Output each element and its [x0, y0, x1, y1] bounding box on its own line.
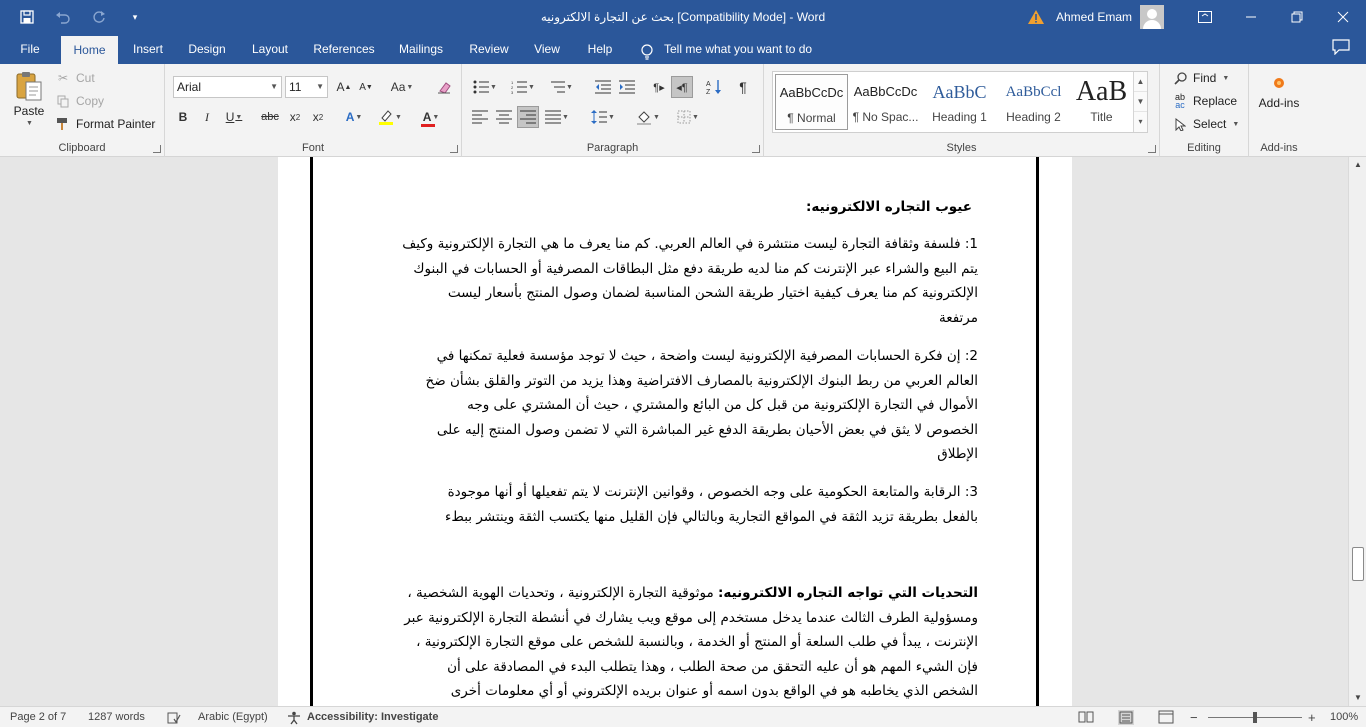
- accessibility-status[interactable]: [286, 707, 438, 727]
- svg-text:1: 1: [511, 80, 514, 85]
- bold-icon[interactable]: B: [178, 110, 188, 124]
- tab-mailings[interactable]: Mailings: [398, 42, 443, 56]
- strikethrough-icon[interactable]: abc: [261, 111, 279, 123]
- underline-icon[interactable]: U ▼: [225, 110, 243, 124]
- italic-icon[interactable]: I: [205, 109, 209, 124]
- challenges-intro: موثوقية التجارة الإلكترونية ، وتحديات الهوية الشخصية ،: [407, 585, 718, 601]
- replace-label: Replace: [1193, 94, 1238, 108]
- shrink-font-icon[interactable]: A ▼: [359, 81, 373, 93]
- styles-up-icon[interactable]: ▲: [1134, 72, 1147, 92]
- select-button[interactable]: [1172, 116, 1239, 132]
- addins-icon: [1272, 76, 1286, 90]
- paragraph-group-label: Paragraph: [586, 142, 639, 154]
- title-bar: [0, 0, 1366, 34]
- comments-icon[interactable]: [1332, 39, 1352, 57]
- font-launcher-icon[interactable]: [450, 145, 458, 153]
- zoom-out-icon[interactable]: −: [1190, 710, 1198, 725]
- user-name[interactable]: Ahmed Emam: [1055, 10, 1132, 24]
- zoom-slider-thumb[interactable]: [1253, 712, 1257, 723]
- paste-button[interactable]: [10, 70, 48, 127]
- page-count[interactable]: Page 2 of 7: [10, 711, 67, 723]
- subscript-icon[interactable]: x 2: [289, 110, 301, 124]
- editing-group-label: Editing: [1187, 142, 1221, 154]
- numbering-icon[interactable]: 1 2 3 ▼: [511, 80, 535, 94]
- paragraph-line: يتم البيع والشراء عبر الإنترنت كم منا لديه طريقة دفع مثل البطاقات المصرفية أو الحسابات في البنوك: [413, 260, 978, 277]
- multilevel-list-icon[interactable]: ▼: [566, 83, 573, 91]
- paste-dropdown-icon[interactable]: ▼: [26, 120, 33, 127]
- find-button[interactable]: [1172, 70, 1229, 86]
- font-size-value: 11: [289, 80, 302, 94]
- page-border-left: [310, 157, 313, 706]
- bullets-icon[interactable]: ▼: [470, 76, 500, 98]
- text-effects-icon[interactable]: A ▼: [345, 110, 363, 124]
- highlight-icon[interactable]: ▼: [374, 106, 406, 128]
- avatar[interactable]: [1140, 5, 1164, 29]
- scissors-icon: ✂: [57, 71, 69, 85]
- tab-help[interactable]: Help: [587, 42, 613, 56]
- tab-home[interactable]: Home: [61, 36, 118, 64]
- format-painter-button[interactable]: [55, 116, 155, 132]
- heading-disadvantages[interactable]: [372, 195, 978, 220]
- paragraph-line: فإن الشيء المهم هو أن عليه التحقق من صحة الطلب ، وهذا يتطلب البدء في المصادقة على أن: [447, 658, 978, 675]
- style-title[interactable]: [1065, 74, 1138, 130]
- style-no-spacing-name: ¶ No Spac...: [852, 110, 919, 124]
- save-icon[interactable]: [14, 4, 40, 30]
- chevron-down-icon: ▼: [316, 82, 324, 91]
- undo-icon[interactable]: [50, 4, 76, 30]
- paragraph-line: [372, 581, 978, 606]
- font-size-combo[interactable]: [285, 76, 328, 98]
- paragraph-line: الإطلاق: [937, 446, 978, 462]
- editing-group: [1160, 64, 1249, 157]
- search-icon: [1172, 70, 1188, 86]
- paragraph-line: الأموال في التجارة الإلكترونية من قبل كل من البائع والمشتري ، حيث أن المشتري على وجه: [467, 397, 978, 413]
- chevron-down-icon: ▼: [270, 82, 278, 91]
- superscript-icon[interactable]: x 2: [312, 110, 324, 124]
- paragraph-line: الإنترنت ، يبدأ في طلب السلعة أو المنتج أو الخدمة ، وبالنسبة للشخص على موقع التجارة الإلكترونية ،: [416, 634, 978, 650]
- style-heading-1-name: Heading 1: [932, 110, 987, 124]
- paragraph-line: 1: فلسفة وثقافة التجارة ليست منتشرة في العالم العربي. كم منا يعرف ما هي التجارة الإلكترونية وكيف: [402, 236, 978, 252]
- svg-text:Z: Z: [706, 89, 711, 95]
- scroll-down-icon[interactable]: ▼: [1354, 693, 1362, 702]
- select-label: Select: [1193, 117, 1227, 131]
- align-right-icon[interactable]: [517, 106, 539, 128]
- scroll-thumb[interactable]: [1352, 547, 1364, 581]
- copy-icon: [55, 93, 71, 109]
- print-layout-icon[interactable]: [1118, 710, 1134, 725]
- paste-label: Paste: [13, 104, 45, 118]
- page-border-right: [1036, 157, 1039, 706]
- style-no-spacing[interactable]: [849, 74, 922, 130]
- style-heading-1[interactable]: [923, 74, 996, 130]
- paragraph-line: الخصوص لا يثق في بعض الأحيان بطريقة الدفع غير المباشرة التي لا تضمن وصول المنتج إليه على: [436, 421, 978, 438]
- web-layout-icon[interactable]: [1158, 710, 1174, 725]
- minimize-icon[interactable]: [1228, 0, 1274, 34]
- clipboard-group: [0, 64, 165, 157]
- addins-group: [1249, 64, 1309, 157]
- lightbulb-icon: [640, 41, 654, 57]
- style-heading-1-preview: AaBbC: [932, 82, 987, 102]
- chevron-down-icon: ▼: [1222, 74, 1230, 82]
- word-count[interactable]: 1287 words: [88, 711, 145, 723]
- show-formatting-icon[interactable]: ¶: [739, 79, 747, 95]
- paragraph-line: العالم العربي من ربط البنوك الإلكترونية بالمصارف الافتراضية وهذا يزيد من التوتر والقلق بشأن ضخ: [425, 372, 978, 389]
- styles-down-icon[interactable]: ▼: [1134, 92, 1147, 112]
- ribbon-display-icon[interactable]: [1182, 0, 1228, 34]
- paragraph-4[interactable]: [372, 581, 978, 704]
- customize-qat-icon[interactable]: ▾: [132, 11, 138, 22]
- styles-scroll: [1133, 72, 1147, 132]
- find-label: Find: [1193, 71, 1217, 85]
- ltr-direction-icon[interactable]: ¶▸: [653, 81, 665, 94]
- ribbon-tabs: [0, 34, 1366, 64]
- redo-icon[interactable]: [86, 4, 112, 30]
- warning-icon[interactable]: [1026, 8, 1046, 26]
- paragraph-line: ومسؤولية الطرف الثالث عندما يدخل مستخدم إلى موقع ويب يشارك في أنشطة التجارة الإلكترونية عبر: [404, 609, 978, 626]
- tab-design[interactable]: Design: [188, 42, 226, 56]
- font-name-value: Arial: [177, 80, 202, 94]
- addins-group-label: Add-ins: [1260, 142, 1298, 154]
- align-left-icon[interactable]: [469, 106, 491, 128]
- paragraph-line: 3: الرقابة والمتابعة الحكومية على وجه الخصوص ، وقوانين الإنترنت لا يتم تفعيلها أو أنها موجودة: [447, 484, 978, 500]
- style-normal-name: ¶ Normal: [787, 111, 836, 125]
- rtl-direction-icon[interactable]: ◂¶: [671, 76, 693, 98]
- quick-access-toolbar: [0, 0, 148, 34]
- addins-button[interactable]: [1257, 76, 1301, 110]
- paragraph-line: 2: إن فكرة الحسابات المصرفية الإلكترونية ليست واضحة ، حيث لا توجد مؤسسة فعلية تمكنها في: [436, 348, 978, 364]
- style-no-spacing-preview: AaBbCcDc: [853, 84, 918, 99]
- style-normal-preview: AaBbCcDc: [779, 85, 844, 100]
- paragraph-launcher-icon[interactable]: [752, 145, 760, 153]
- close-icon[interactable]: [1320, 0, 1366, 34]
- status-bar: [0, 706, 1366, 727]
- scroll-up-icon[interactable]: ▲: [1354, 160, 1362, 169]
- document-area: [0, 157, 1348, 706]
- paste-icon: [14, 70, 44, 102]
- zoom-in-icon[interactable]: +: [1308, 710, 1316, 725]
- style-heading-2-name: Heading 2: [1006, 110, 1061, 124]
- justify-icon[interactable]: ▼: [562, 113, 569, 121]
- styles-more-icon[interactable]: ▾: [1138, 117, 1143, 126]
- style-title-preview: AaB: [1075, 76, 1128, 107]
- tell-me-search[interactable]: [640, 34, 812, 64]
- accessibility-label: Accessibility: Investigate: [307, 711, 439, 723]
- tab-insert[interactable]: Insert: [132, 42, 163, 56]
- paragraph-1[interactable]: [372, 232, 978, 330]
- paragraph-line: بالفعل بطريقة تزيد الثقة في المواقع التجارية وبالتالي فإن القليل منها يكتسب الثقة وينتشر ببطء: [445, 508, 978, 525]
- styles-group-label: Styles: [946, 142, 977, 154]
- restore-icon[interactable]: [1274, 0, 1320, 34]
- paragraph-group: [462, 64, 764, 157]
- style-title-name: Title: [1090, 110, 1113, 124]
- decrease-indent-icon[interactable]: [592, 76, 614, 98]
- language-status[interactable]: Arabic (Egypt): [198, 711, 268, 723]
- paragraph-3[interactable]: [372, 480, 978, 529]
- paragraph-line: مرتفعة: [938, 309, 978, 326]
- paintbrush-icon: [55, 116, 71, 132]
- tab-review[interactable]: Review: [469, 42, 509, 56]
- tab-layout[interactable]: Layout: [251, 42, 289, 56]
- font-group-label: Font: [301, 142, 324, 154]
- clipboard-group-label: Clipboard: [58, 142, 106, 154]
- window-title: بحث عن التجارة الالكترونيه [Compatibility Mode] - Word: [540, 10, 826, 24]
- clipboard-launcher-icon[interactable]: [153, 145, 161, 153]
- font-group: [165, 64, 462, 157]
- ribbon-home: [0, 64, 1366, 157]
- tab-file[interactable]: File: [20, 42, 40, 56]
- change-case-icon[interactable]: Aa ▼: [390, 80, 414, 94]
- increase-indent-icon[interactable]: [616, 76, 638, 98]
- cursor-icon: [1172, 116, 1188, 132]
- tab-view[interactable]: View: [534, 42, 560, 56]
- grow-font-icon[interactable]: A ▲: [336, 80, 352, 94]
- proofing-status[interactable]: [166, 707, 182, 727]
- line-spacing-icon[interactable]: ▼: [588, 106, 618, 128]
- style-normal[interactable]: [775, 74, 848, 130]
- heading-disadvantages-text: عيوب التجاره الالكترونيه:: [806, 199, 972, 215]
- style-heading-2-preview: AaBbCcl: [1005, 84, 1062, 100]
- read-mode-icon[interactable]: [1078, 710, 1094, 725]
- replace-icon: ab ac: [1174, 92, 1185, 110]
- paragraph-line: الشخص الذي يخاطبه هو في الواقع بدون اسمه أو عنوان بريده الإلكتروني أو أي معلومات أخرى: [450, 683, 978, 699]
- challenges-heading: التحديات التي تواجه التجاره الالكترونيه:: [718, 585, 978, 601]
- proofing-icon: [166, 710, 182, 726]
- paragraph-line: الإلكترونية كم منا يعرف كيفية اختيار طريقة الشحن المناسبة لضمان وصول المنتج بأسعار ليست: [447, 285, 978, 301]
- addins-label: Add-ins: [1258, 96, 1300, 110]
- svg-text:3: 3: [511, 90, 514, 94]
- font-color-icon[interactable]: A ▼: [415, 106, 447, 128]
- replace-button[interactable]: [1172, 93, 1237, 109]
- styles-launcher-icon[interactable]: [1148, 145, 1156, 153]
- svg-text:A: A: [706, 81, 711, 88]
- paragraph-2[interactable]: [372, 344, 978, 467]
- clear-formatting-icon[interactable]: [433, 76, 455, 98]
- tell-me-label: Tell me what you want to do: [664, 42, 813, 56]
- vertical-scrollbar[interactable]: [1348, 157, 1366, 706]
- tab-references[interactable]: References: [313, 42, 375, 56]
- styles-gallery: [772, 71, 1148, 133]
- borders-icon[interactable]: ▼: [672, 106, 704, 128]
- copy-label: Copy: [76, 94, 105, 108]
- chevron-down-icon: ▼: [1232, 120, 1240, 128]
- cut-label: Cut: [76, 71, 95, 85]
- cut-button[interactable]: [55, 70, 95, 86]
- copy-button[interactable]: [55, 93, 104, 109]
- font-name-combo[interactable]: [173, 76, 282, 98]
- style-heading-2[interactable]: [997, 74, 1070, 130]
- accessibility-icon: [286, 710, 302, 726]
- align-center-icon[interactable]: [493, 106, 515, 128]
- sort-icon[interactable]: [703, 76, 725, 98]
- shading-icon[interactable]: ▼: [632, 106, 664, 128]
- zoom-level[interactable]: 100%: [1330, 711, 1359, 723]
- format-painter-label: Format Painter: [76, 117, 156, 131]
- svg-text:2: 2: [511, 85, 514, 90]
